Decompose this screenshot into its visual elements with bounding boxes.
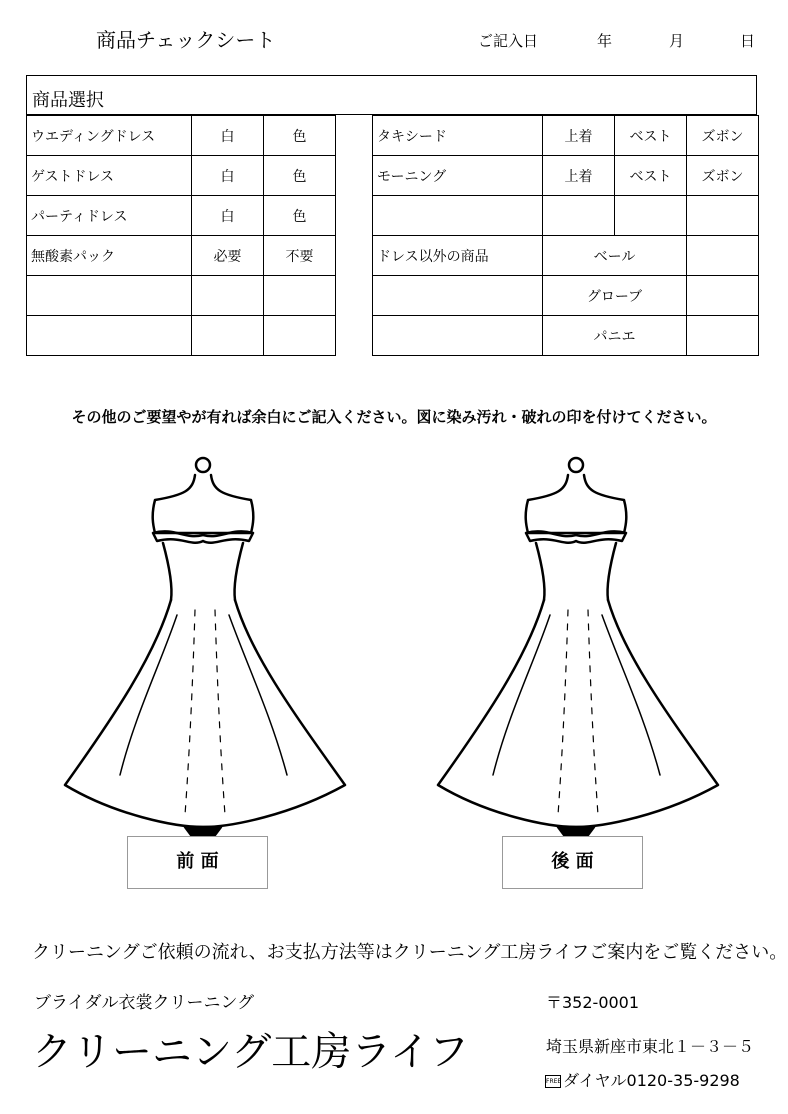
option-cell[interactable]: ベスト (615, 116, 687, 156)
month-label: 月 (669, 32, 685, 50)
blank-cell[interactable] (687, 236, 759, 276)
item-name: モーニング (373, 156, 543, 196)
option-cell[interactable]: 上着 (543, 156, 615, 196)
option-cell[interactable]: ズボン (687, 156, 759, 196)
blank-cell[interactable] (264, 316, 336, 356)
option-cell[interactable]: 白 (192, 196, 264, 236)
brand-subtitle: ブライダル衣裳クリーニング (34, 993, 255, 1013)
left-product-table (26, 115, 336, 356)
other-item[interactable]: パニエ (543, 316, 687, 356)
option-cell[interactable]: ズボン (687, 116, 759, 156)
item-name: ウエディングドレス (27, 116, 192, 156)
day-label: 日 (740, 32, 756, 50)
other-item[interactable]: ベール (543, 236, 687, 276)
option-cell[interactable]: 色 (264, 116, 336, 156)
table-row (27, 276, 336, 316)
table-row (27, 316, 336, 356)
date-label: ご記入日 (478, 32, 539, 50)
item-name: タキシード (373, 116, 543, 156)
table-row (373, 116, 759, 156)
free-dial-icon: FREE (545, 1075, 561, 1088)
blank-cell[interactable] (373, 316, 543, 356)
blank-cell[interactable] (615, 196, 687, 236)
blank-cell[interactable] (27, 316, 192, 356)
item-name: ゲストドレス (27, 156, 192, 196)
flow-guidance-text: クリーニングご依頼の流れ、お支払方法等はクリーニング工房ライフご案内をご覧ください。 (32, 942, 788, 963)
option-cell[interactable]: 不要 (264, 236, 336, 276)
option-cell[interactable]: ベスト (615, 156, 687, 196)
blank-cell[interactable] (687, 196, 759, 236)
back-caption: 後 面 (502, 836, 643, 889)
product-selection-header: 商品選択 (26, 75, 757, 115)
address: 埼玉県新座市東北１－３－５ (546, 1037, 755, 1056)
instructions-note: その他のご要望やが有れば余白にご記入ください。図に染み汚れ・破れの印を付けてください。 (71, 408, 717, 426)
blank-cell[interactable] (264, 276, 336, 316)
item-name: 無酸素パック (27, 236, 192, 276)
blank-cell[interactable] (687, 276, 759, 316)
other-item[interactable]: グローブ (543, 276, 687, 316)
dress-back-illustration[interactable] (428, 455, 728, 840)
phone-line (545, 1068, 740, 1091)
blank-cell[interactable] (543, 196, 615, 236)
blank-cell[interactable] (373, 276, 543, 316)
blank-cell[interactable] (27, 276, 192, 316)
year-label: 年 (597, 32, 613, 50)
option-cell[interactable]: 白 (192, 156, 264, 196)
blank-cell[interactable] (687, 316, 759, 356)
page-title: 商品チェックシート (96, 28, 276, 52)
table-row (373, 236, 759, 276)
option-cell[interactable]: 上着 (543, 116, 615, 156)
option-cell[interactable]: 色 (264, 196, 336, 236)
table-row (27, 196, 336, 236)
brand-name: クリーニング工房ライフ (32, 1029, 469, 1075)
dress-front-illustration[interactable] (55, 455, 355, 840)
right-product-table (372, 115, 759, 356)
table-row (27, 156, 336, 196)
option-cell[interactable]: 必要 (192, 236, 264, 276)
option-cell[interactable]: 白 (192, 116, 264, 156)
table-row (373, 276, 759, 316)
blank-cell[interactable] (192, 316, 264, 356)
table-row (373, 196, 759, 236)
option-cell[interactable]: 色 (264, 156, 336, 196)
table-row (27, 236, 336, 276)
other-products-label: ドレス以外の商品 (373, 236, 543, 276)
phone-number[interactable]: ダイヤル0120-35-9298 (563, 1071, 740, 1090)
blank-cell[interactable] (373, 196, 543, 236)
table-row (27, 116, 336, 156)
table-row (373, 156, 759, 196)
item-name: パーティドレス (27, 196, 192, 236)
blank-cell[interactable] (192, 276, 264, 316)
front-caption: 前 面 (127, 836, 268, 889)
postal-code: 〒352-0001 (546, 993, 640, 1012)
table-row (373, 316, 759, 356)
